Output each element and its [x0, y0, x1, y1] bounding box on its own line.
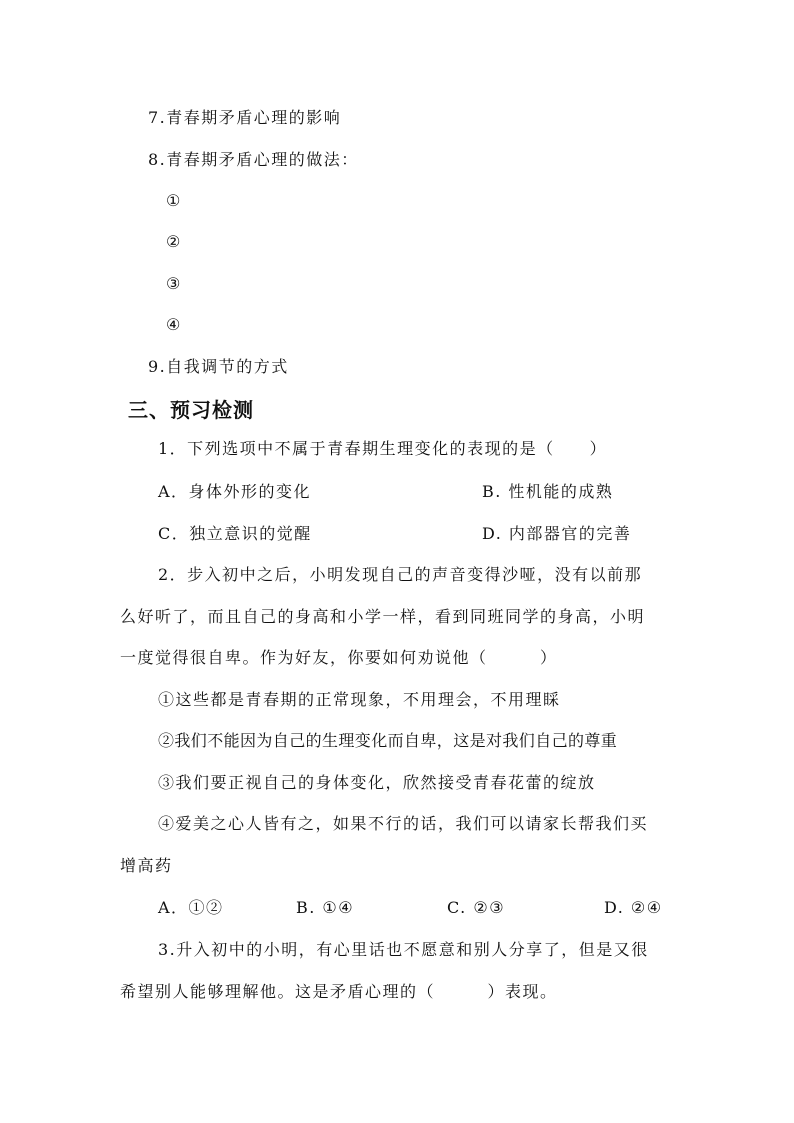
q2-option-d: D. ②④ — [604, 898, 663, 917]
q2-option-c: C. ②③ — [447, 898, 506, 917]
q1-stem: 1．下列选项中不属于青春期生理变化的表现的是（ ） — [158, 439, 608, 458]
outline-sub-4: ④ — [166, 315, 182, 334]
q1-option-d: D. 内部器官的完善 — [482, 524, 632, 543]
q2-stem-line-3: 一度觉得很自卑。作为好友，你要如何劝说他（ ） — [120, 648, 558, 667]
q2-statement-2: ②我们不能因为自己的生理变化而自卑，这是对我们自己的尊重 — [158, 731, 618, 750]
q2-statement-4: ④爱美之心人皆有之，如果不行的话，我们可以请家长帮我们买 — [158, 814, 649, 833]
q2-statement-1: ①这些都是青春期的正常现象，不用理会，不用理睬 — [158, 690, 561, 709]
q1-option-a: A．身体外形的变化 — [158, 482, 312, 501]
q2-stem-line-1: 2．步入初中之后，小明发现自己的声音变得沙哑，没有以前那 — [158, 565, 643, 584]
section-title: 三、预习检测 — [128, 398, 254, 422]
q1-option-b: B. 性机能的成熟 — [482, 482, 614, 501]
q2-statement-3: ③我们要正视自己的身体变化，欣然接受青春花蕾的绽放 — [158, 773, 596, 792]
q2-statement-4-cont: 增高药 — [120, 856, 173, 875]
outline-sub-3: ③ — [166, 274, 182, 293]
q2-option-b: B. ①④ — [296, 898, 355, 917]
outline-sub-2: ② — [166, 232, 182, 251]
outline-sub-1: ① — [166, 191, 182, 210]
q3-stem-line-2: 希望别人能够理解他。这是矛盾心理的（ ）表现。 — [120, 982, 558, 1001]
outline-item-9: 9.自我调节的方式 — [148, 357, 289, 376]
q1-option-c: C．独立意识的觉醒 — [158, 524, 312, 543]
q2-option-a: A．①② — [158, 898, 224, 917]
q3-stem-line-1: 3.升入初中的小明，有心里话也不愿意和别人分享了，但是又很 — [158, 940, 649, 959]
outline-item-7: 7.青春期矛盾心理的影响 — [148, 108, 342, 127]
outline-item-8: 8.青春期矛盾心理的做法： — [148, 150, 359, 169]
q2-stem-line-2: 么好听了，而且自己的身高和小学一样，看到同班同学的身高，小明 — [120, 607, 646, 626]
